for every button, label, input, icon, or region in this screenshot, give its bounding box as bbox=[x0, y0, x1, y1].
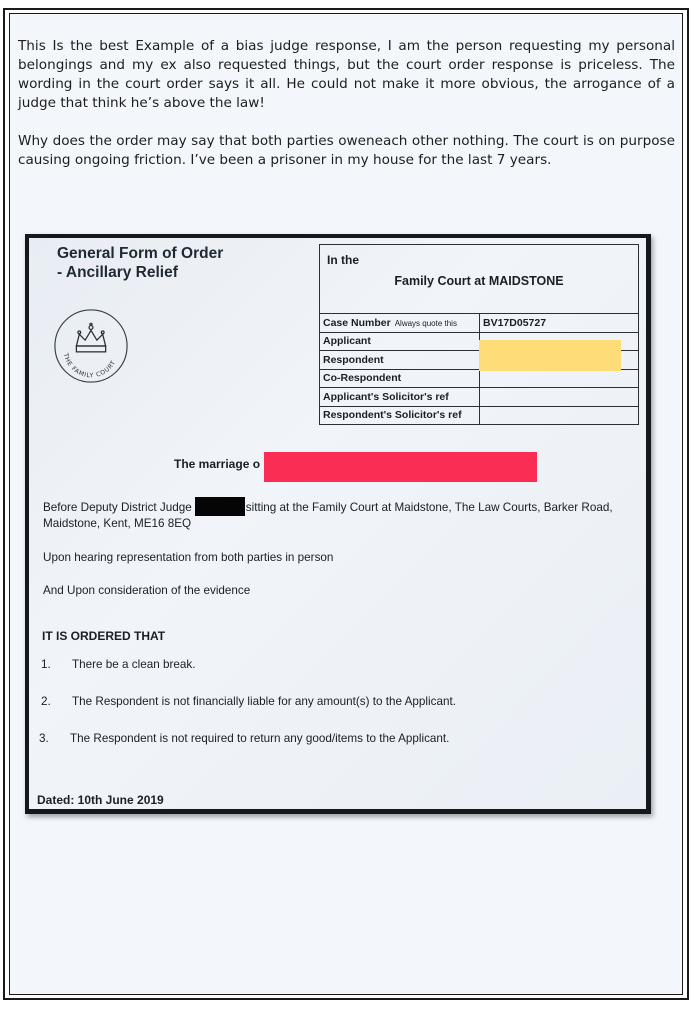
before-prefix: Before Deputy District Judge bbox=[43, 501, 192, 514]
case-number-note: Always quote this bbox=[394, 318, 457, 328]
respondent-label: Respondent bbox=[320, 351, 480, 370]
before-suffix: sitting at the Family Court at Maidstone, The Law Courts, Barker Road, Maidstone, Kent, ME16 8EQ bbox=[43, 501, 613, 530]
table-row bbox=[320, 369, 639, 388]
applicant-solicitor-ref-value bbox=[480, 388, 639, 407]
court-order-photo bbox=[25, 234, 651, 814]
order-date: Dated: 10th June 2019 bbox=[37, 793, 164, 807]
intro-paragraph-1: This Is the best Example of a bias judge response, I am the person requesting my personal belongings and my ex also requested things, but the court order response is priceless. The wording in the court order says it all. He could not make it more obvious, the arrogance of a judge that think he’s above the law! bbox=[18, 38, 675, 111]
court-order-document bbox=[29, 238, 646, 809]
case-number-label bbox=[320, 314, 480, 333]
order-item bbox=[39, 732, 449, 745]
order-item-number: 3. bbox=[39, 732, 49, 745]
intro-text bbox=[18, 37, 675, 189]
redaction-red bbox=[264, 452, 537, 482]
court-box bbox=[319, 244, 639, 314]
intro-paragraph-2: Why does the order may say that both parties oweneach other nothing. The court is on purpose causing ongoing friction. I’ve been a prisoner in my house for the last 7 years. bbox=[18, 133, 675, 168]
family-court-seal-icon bbox=[52, 307, 130, 385]
hearing-text: Upon hearing representation from both parties in person bbox=[43, 551, 334, 564]
order-item-text: There be a clean break. bbox=[72, 658, 196, 671]
applicant-label: Applicant bbox=[320, 332, 480, 351]
seal-text: THE FAMILY COURT bbox=[61, 352, 118, 380]
case-number-label-text: Case Number bbox=[323, 316, 391, 329]
order-item bbox=[41, 658, 195, 671]
respondent-solicitor-ref-label: Respondent's Solicitor's ref bbox=[320, 406, 480, 425]
redaction-black bbox=[195, 497, 245, 516]
court-name: Family Court at MAIDSTONE bbox=[394, 274, 564, 288]
co-respondent-label: Co-Respondent bbox=[320, 369, 480, 388]
form-title bbox=[57, 244, 223, 282]
order-item-number: 1. bbox=[41, 658, 51, 671]
table-row bbox=[320, 406, 639, 425]
before-judge-text bbox=[43, 497, 633, 531]
case-number-value: BV17D05727 bbox=[480, 314, 639, 333]
form-title-line-1: General Form of Order bbox=[57, 245, 224, 262]
consideration-text: And Upon consideration of the evidence bbox=[43, 584, 251, 597]
marriage-label: The marriage o bbox=[174, 457, 261, 471]
order-item-number: 2. bbox=[41, 695, 51, 708]
order-item bbox=[41, 695, 456, 708]
co-respondent-value bbox=[480, 369, 639, 388]
redaction-yellow bbox=[479, 340, 621, 371]
respondent-solicitor-ref-value bbox=[480, 406, 639, 425]
form-title-line-2: - Ancillary Relief bbox=[57, 264, 178, 281]
applicant-solicitor-ref-label: Applicant's Solicitor's ref bbox=[320, 388, 480, 407]
order-item-text: The Respondent is not financially liable for any amount(s) to the Applicant. bbox=[72, 695, 456, 708]
court-label: In the bbox=[327, 253, 359, 267]
ordered-heading: IT IS ORDERED THAT bbox=[42, 629, 166, 643]
table-row bbox=[320, 388, 639, 407]
table-row bbox=[320, 314, 639, 333]
order-item-text: The Respondent is not required to return any good/items to the Applicant. bbox=[70, 732, 450, 745]
